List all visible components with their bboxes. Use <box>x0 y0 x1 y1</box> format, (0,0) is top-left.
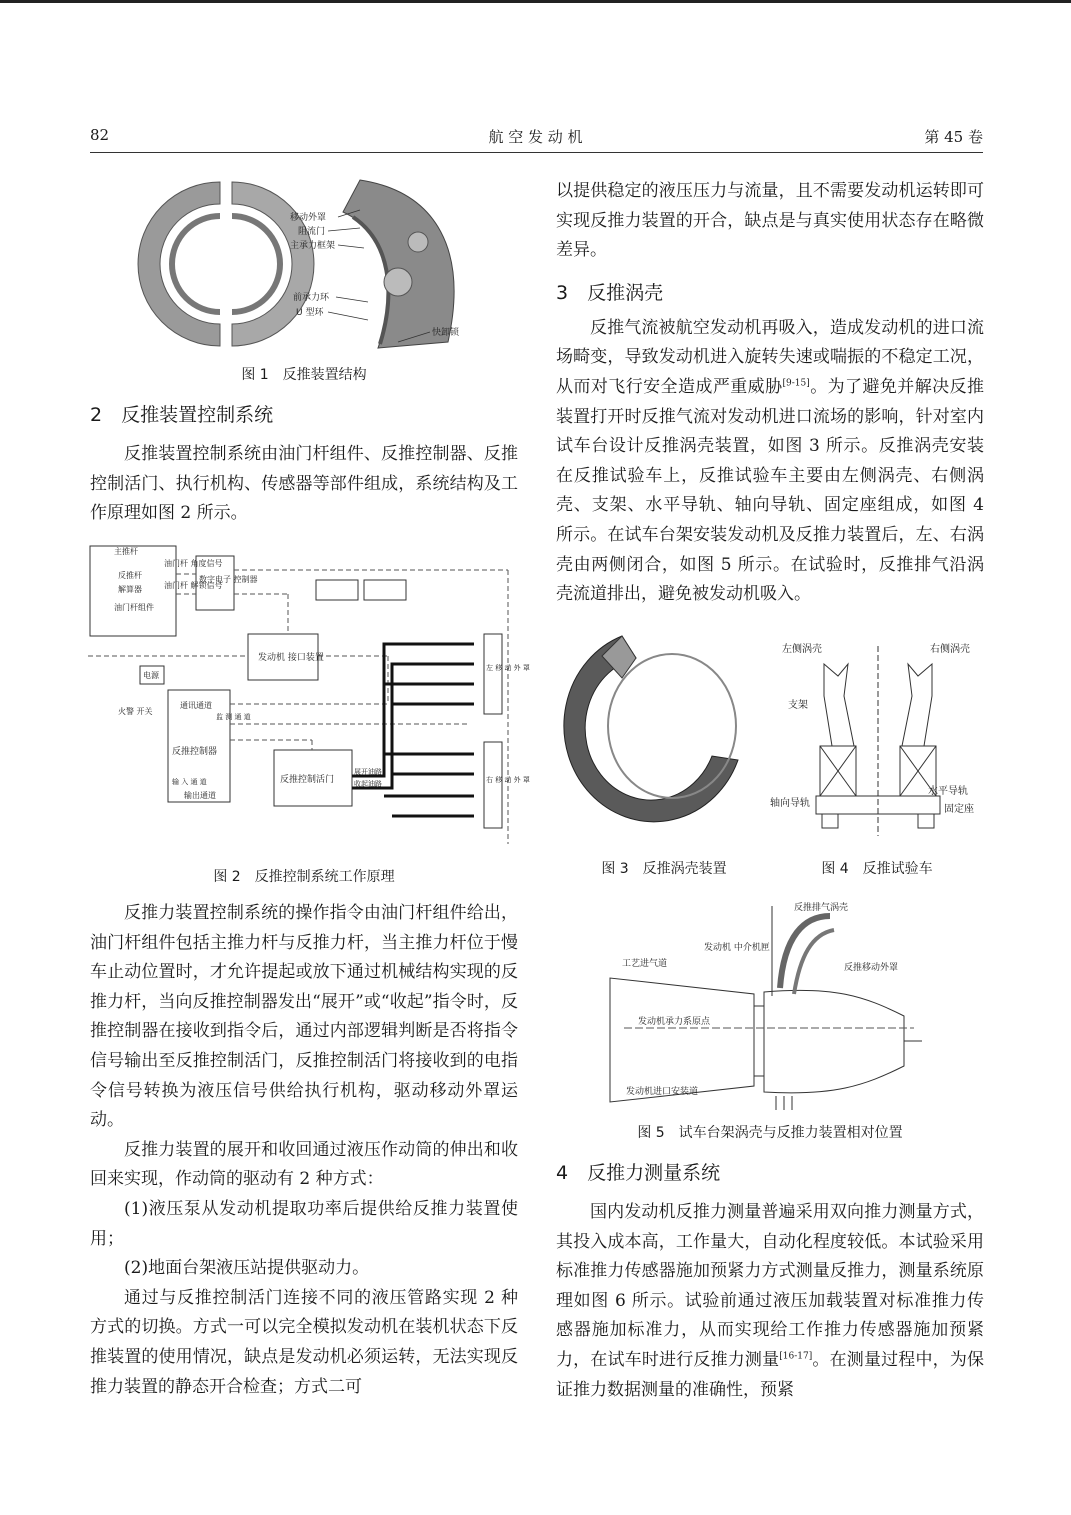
fig4-label-axial-rail: 轴向导轨 <box>770 798 810 809</box>
fig2-label-lever-group: 油门杆组件 <box>114 603 154 612</box>
figure-1-image <box>128 172 482 354</box>
fig2-label-comm: 通讯通道 <box>180 701 212 710</box>
fig2-label-power: 电源 <box>143 671 159 680</box>
figure-1-caption: 图 1 反推装置结构 <box>241 367 367 383</box>
figure-2-caption: 图 2 反推控制系统工作原理 <box>213 869 395 885</box>
fig4-label-support: 支架 <box>788 700 808 711</box>
right-paragraph-2b: 。在测量过程中，为保证推力数据测量的准确性，预紧 <box>556 1349 985 1400</box>
fig5-label-inlet: 工艺进气道 <box>622 959 668 969</box>
figure-3-image <box>562 630 752 846</box>
page-number: 82 <box>90 126 110 144</box>
left-paragraph-3: 反推力装置的展开和收回通过液压作动筒的伸出和收回来实现，作动筒的驱动有 2 种方式： <box>90 1139 518 1190</box>
fig5-label-origin: 发动机承力系原点 <box>638 1017 711 1027</box>
fig5-label-intermediate-case: 发动机 中介机匣 <box>704 943 770 953</box>
split-ring-drawing <box>138 182 314 346</box>
fig5-label-moving-cowl: 反推移动外罩 <box>844 963 899 973</box>
fig2-label-stow-line: 收起油路 <box>354 780 382 788</box>
fig4-label-right-volute: 右侧涡壳 <box>930 644 970 655</box>
section-3-title: 3 反推涡壳 <box>556 281 664 304</box>
fig4-label-horizontal-rail: 水平导轨 <box>928 786 968 797</box>
figure-4-caption: 图 4 反推试验车 <box>821 861 933 877</box>
fig2-label-fire: 火警 开关 <box>118 707 153 716</box>
fig2-label-output: 输出通道 <box>184 791 216 800</box>
fig2-label-controller: 反推控制器 <box>172 747 218 757</box>
fig2-label-interface: 发动机 接口装置 <box>258 653 324 663</box>
figure-5-drawing <box>604 896 934 1112</box>
cowl-section-drawing <box>343 180 454 348</box>
fig2-label-right-cowl: 右 移 动 外 罩 <box>486 776 530 784</box>
left-paragraph-5: (2)地面台架液压站提供驱动力。 <box>124 1258 370 1279</box>
left-paragraph-4: (1)液压泵从发动机提取功率后提供给反推力装置使用； <box>90 1198 518 1249</box>
left-paragraph-6: 通过与反推控制活门连接不同的液压管路实现 2 种方式的切换。方式一可以完全模拟发动机在装机状态下反推装置的使用情况，缺点是发动机必须运转，无法实现反推力装置的静态开合检查；方式二可 <box>90 1287 518 1397</box>
fig2-label-input: 输 入 通 道 <box>172 778 207 786</box>
right-paragraph-1b: 。为了避免并解决反推装置打开时反推气流对发动机进口流场的影响，针对室内试车台设计反推涡壳装置，如图 3 所示。反推涡壳安装在反推试验车上，反推试验车主要由左侧涡壳、右侧涡壳、支架、水平导轨、轴向导轨、固定座组成，如图 4 所示。在试车台架安装发动机及反推力装置后，左、右涡壳由两侧闭合，如图 5 所示。在试验时，反推排气沿涡壳流道排出，避免被发动机吸入。 <box>556 376 985 605</box>
right-paragraph-1a: 反推气流被航空发动机再吸入，造成发动机的进口流场畸变，导致发动机进入旋转失速或喘振的不稳定工况，从而对飞行安全造成严重威胁 <box>556 317 984 397</box>
fig2-label-deploy-line: 展开油路 <box>354 768 382 776</box>
right-paragraph-2a: 国内发动机反推力测量普遍采用双向推力测量方式，其投入成本高，工作量大，自动化程度较低。本试验采用标准推力传感器施加预紧力方式测量反推力，测量系统原理如图 6 所示。试验前通过液压加载装置对标准推力传感器施加标准力，从而实现给工作推力传感器施加预紧力，在试车时进行反推力测量 <box>556 1202 984 1370</box>
right-paragraph-0: 以提供稳定的液压压力与流量，且不需要发动机运转即可实现反推力装置的开合，缺点是与真实使用状态存在略微差异。 <box>556 181 984 261</box>
fig2-label-valve: 反推控制活门 <box>280 775 335 785</box>
right-paragraph-1 <box>556 314 984 610</box>
fig1-label-blocker-door: 阻流门 <box>298 227 326 237</box>
fig2-label-main-lever: 主推杆 <box>114 547 138 556</box>
fig2-label-monitor: 监 测 通 道 <box>216 713 251 721</box>
figure-4-drawing <box>768 636 984 850</box>
left-paragraph-1: 反推装置控制系统由油门杆组件、反推控制器、反推控制活门、执行机构、传感器等部件组成，系统结构及工作原理如图 2 所示。 <box>90 444 518 524</box>
journal-title: 航 空 发 动 机 <box>488 128 583 146</box>
fig5-label-exhaust-volute: 反推排气涡壳 <box>794 903 849 913</box>
header-rule <box>90 152 983 153</box>
left-paragraph-2: 反推力装置控制系统的操作指令由油门杆组件给出，油门杆组件包括主推力杆与反推力杆，当主推力杆位于慢车止动位置时，才允许提起或放下通过机械结构实现的反推力杆，当向反推控制器发出“展开”或“收起”指令时，反推控制器在接收到指令后，通过内部逻辑判断是否将指令信号输出至反推控制活门，反推控制活门将接收到的电指令信号转换为液压信号供给执行机构，驱动移动外罩运动。 <box>90 903 518 1131</box>
figure-2-diagram <box>88 544 530 852</box>
fig5-label-inlet-mount: 发动机进口安装道 <box>626 1087 699 1097</box>
fig1-label-quick-lock: 快卸锁 <box>432 328 460 338</box>
fig2-label-left-cowl: 左 移 动 外 罩 <box>486 664 530 672</box>
fig2-label-reverse-lever: 反推杆 <box>118 571 142 580</box>
fig1-label-front-ring: 前承力环 <box>293 293 330 303</box>
fig2-label-sig1: 油门杆 角度信号 <box>164 559 223 568</box>
figure-3-caption: 图 3 反推涡壳装置 <box>601 861 727 877</box>
fig4-label-fixed-base: 固定座 <box>944 804 974 815</box>
fig1-label-main-frame: 主承力框架 <box>290 241 336 251</box>
fig2-label-ecu: 数字电子 控制器 <box>199 575 258 584</box>
citation-9-15: [9-15] <box>782 378 810 389</box>
fig4-label-left-volute: 左侧涡壳 <box>782 644 822 655</box>
volume-label: 第 45 卷 <box>924 128 983 146</box>
citation-16-17: [16-17] <box>779 1351 813 1362</box>
fig2-label-sig2: 油门杆 解锁信号 <box>164 581 223 590</box>
section-2-title: 2 反推装置控制系统 <box>90 404 274 426</box>
section-4-title: 4 反推力测量系统 <box>556 1162 721 1184</box>
fig1-label-moving-cowl: 移动外罩 <box>290 213 327 223</box>
fig2-label-sensor: 解算器 <box>118 585 142 594</box>
fig1-label-u-ring: U 型环 <box>296 308 324 318</box>
figure-5-caption: 图 5 试车台架涡壳与反推力装置相对位置 <box>637 1125 903 1141</box>
right-paragraph-2 <box>556 1198 984 1405</box>
top-border <box>0 0 1071 3</box>
